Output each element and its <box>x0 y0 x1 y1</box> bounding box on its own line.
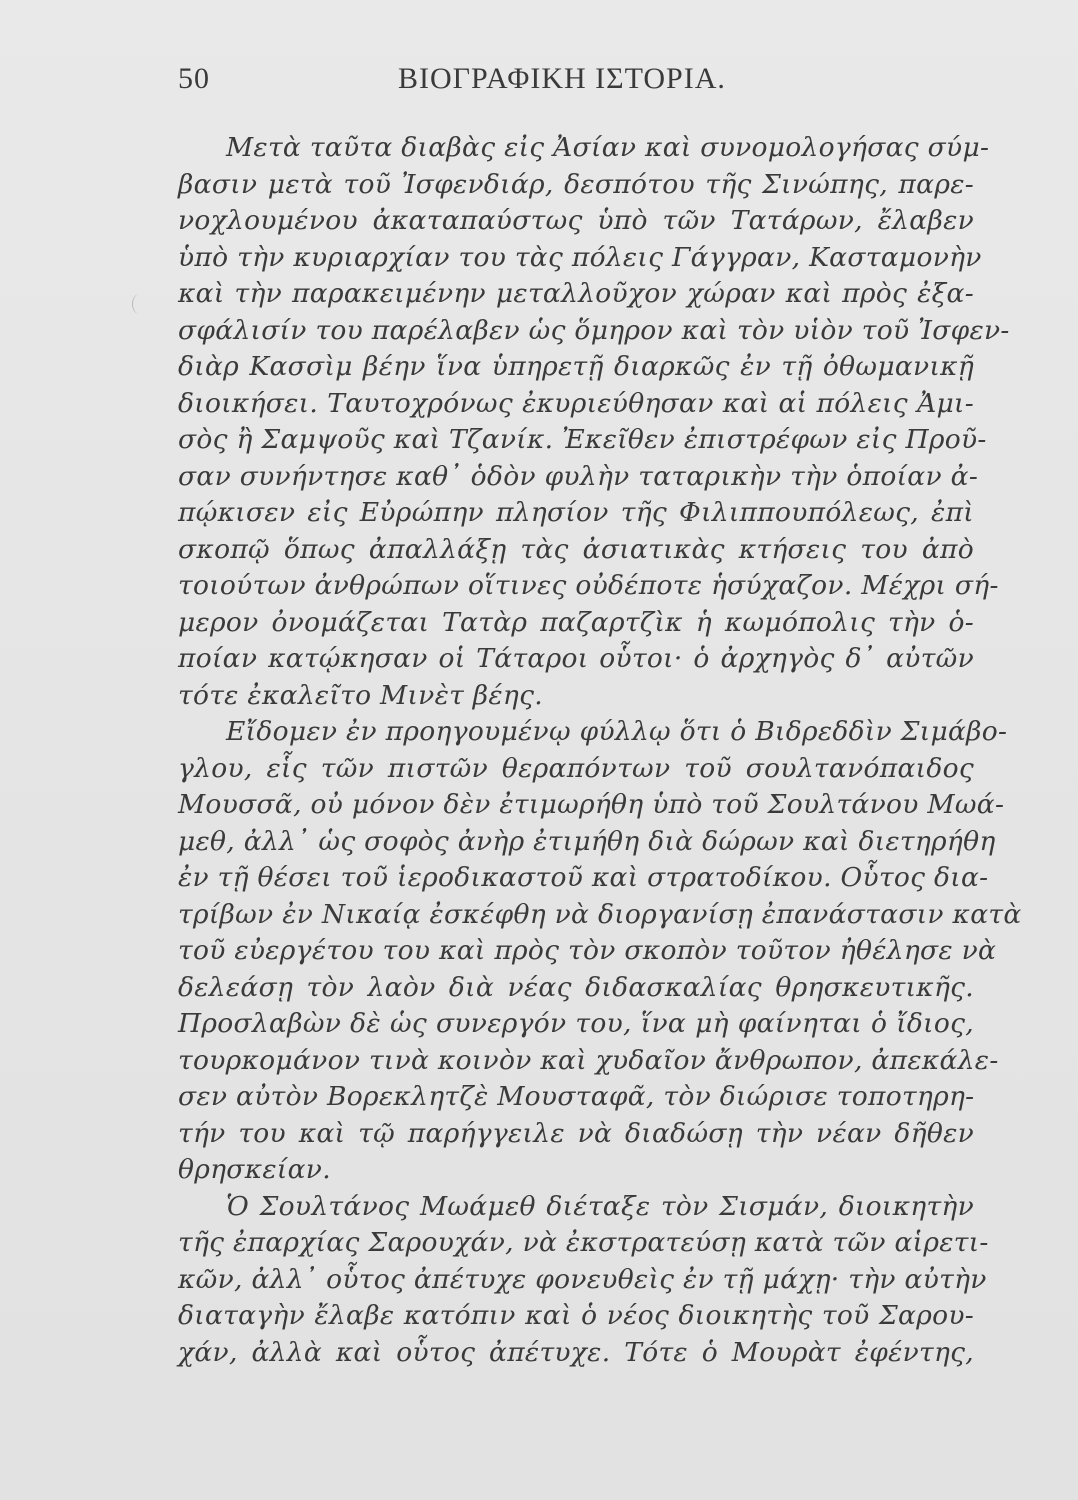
text-line: ἐν τῇ θέσει τοῦ ἱεροδικαστοῦ καὶ στρατοδίκου. Οὗτος δια- <box>178 862 989 893</box>
text-line: διὰρ Κασσὶμ βέην ἵνα ὑπηρετῇ διαρκῶς ἐν τῇ ὀθωμανικῇ <box>178 351 974 382</box>
text-line: δελεάσῃ τὸν λαὸν διὰ νέας διδασκαλίας θρησκευτικῆς. <box>178 971 974 1003</box>
text-line: τότε ἐκαλεῖτο Μινὲτ βέης. <box>178 679 543 711</box>
text-line: τουρκομάνον τινὰ κοινὸν καὶ χυδαῖον ἄνθρωπον, ἀπεκάλε- <box>178 1044 999 1076</box>
text-line: σεν αὐτὸν Βορεκλητζὲ Μουσταφᾶ, τὸν διώρισε τοποτηρη- <box>178 1081 975 1112</box>
text-line: χάν, ἀλλὰ καὶ οὗτος ἀπέτυχε. Τότε ὁ Μουρὰτ ἐφέντης, <box>178 1336 974 1368</box>
text-line: θρησκείαν. <box>178 1154 331 1185</box>
text-line: κῶν, ἀλλ᾽ οὗτος ἀπέτυχε φονευθεὶς ἐν τῇ μάχῃ· τὴν αὐτὴν <box>178 1263 987 1295</box>
text-line: σκοπῷ ὅπως ἀπαλλάξῃ τὰς ἀσιατικὰς κτήσεις του ἀπὸ <box>178 533 974 565</box>
text-line: τοιούτων ἀνθρώπων οἵτινες οὐδέποτε ἡσύχαζον. Μέχρι σή- <box>178 570 999 601</box>
text-line: τῆς ἐπαρχίας Σαρουχάν, νὰ ἐκστρατεύσῃ κατὰ τῶν αἱρετι- <box>178 1227 989 1258</box>
text-line: βασιν μετὰ τοῦ Ἰσφενδιάρ, δεσπότου τῆς Σινώπης, παρε- <box>178 168 974 200</box>
text-line: τρίβων ἐν Νικαίᾳ ἐσκέφθη νὰ διοργανίσῃ ἐπανάστασιν κατὰ <box>178 898 1022 930</box>
body-text <box>178 130 1022 1371</box>
text-line: μερον ὀνομάζεται Τατὰρ παζαρτζὶκ ἡ κωμόπολις τὴν ὁ- <box>178 606 974 638</box>
text-line: Προσλαβὼν δὲ ὡς συνεργόν του, ἵνα μὴ φαίνηται ὁ ἴδιος, <box>178 1008 974 1039</box>
text-line: καὶ τὴν παρακειμένην μεταλλοῦχον χώραν καὶ πρὸς ἐξα- <box>178 278 974 309</box>
text-line: Μουσσᾶ, οὐ μόνον δὲν ἐτιμωρήθη ὑπὸ τοῦ Σουλτάνου Μωά- <box>178 789 1005 820</box>
text-line: διοικήσει. Ταυτοχρόνως ἐκυριεύθησαν καὶ αἱ πόλεις Ἀμι- <box>178 387 974 419</box>
text-line: γλου, εἷς τῶν πιστῶν θεραπόντων τοῦ σουλτανόπαιδος <box>178 752 974 784</box>
text-line: διαταγὴν ἔλαβε κατόπιν καὶ ὁ νέος διοικητὴς τοῦ Σαρου- <box>178 1300 974 1331</box>
text-line: μεθ, ἀλλ᾽ ὡς σοφὸς ἀνὴρ ἐτιμήθη διὰ δώρων καὶ διετηρήθη <box>178 825 996 857</box>
text-line: τήν του καὶ τῷ παρήγγειλε νὰ διαδώσῃ τὴν νέαν δῆθεν <box>178 1117 974 1149</box>
text-line: τοῦ εὐεργέτου του καὶ πρὸς τὸν σκοπὸν τοῦτον ἠθέλησε νὰ <box>178 935 997 966</box>
text-line: σὸς ἢ Σαμψοῦς καὶ Τζανίκ. Ἐκεῖθεν ἐπιστρέφων εἰς Προῦ- <box>178 424 987 455</box>
text-line: πῴκισεν εἰς Εὐρώπην πλησίον τῆς Φιλιππουπόλεως, ἐπὶ <box>178 497 974 528</box>
text-line: Ὁ Σουλτάνος Μωάμεθ διέταξε τὸν Σισμάν, διοικητὴν <box>226 1190 974 1222</box>
text-line: νοχλουμένου ἀκαταπαύστως ὑπὸ τῶν Τατάρων, ἔλαβεν <box>178 205 974 236</box>
text-line: Μετὰ ταῦτα διαβὰς εἰς Ἀσίαν καὶ συνομολογήσας σύμ- <box>226 132 990 163</box>
text-line: σαν συνήντησε καθ᾽ ὁδὸν φυλὴν ταταρικὴν τὴν ὁποίαν ἀ- <box>178 460 979 492</box>
text-line: Εἴδομεν ἐν προηγουμένῳ φύλλῳ ὅτι ὁ Βιδρεδδὶν Σιμάβο- <box>226 716 1008 747</box>
text-line: σφάλισίν του παρέλαβεν ὡς ὅμηρον καὶ τὸν υἱὸν τοῦ Ἰσφεν- <box>178 314 1010 346</box>
page-number: 50 <box>178 62 210 95</box>
text-line: ὑπὸ τὴν κυριαρχίαν του τὰς πόλεις Γάγγραν, Κασταμονὴν <box>178 241 982 273</box>
margin-mark <box>132 294 147 314</box>
running-title: ΒΙΟΓΡΑΦΙΚΗ ΙΣΤΟΡΙΑ. <box>398 62 726 95</box>
text-line: ποίαν κατῴκησαν οἱ Τάταροι οὗτοι· ὁ ἀρχηγὸς δ᾽ αὐτῶν <box>178 643 974 674</box>
page-header <box>178 62 968 102</box>
